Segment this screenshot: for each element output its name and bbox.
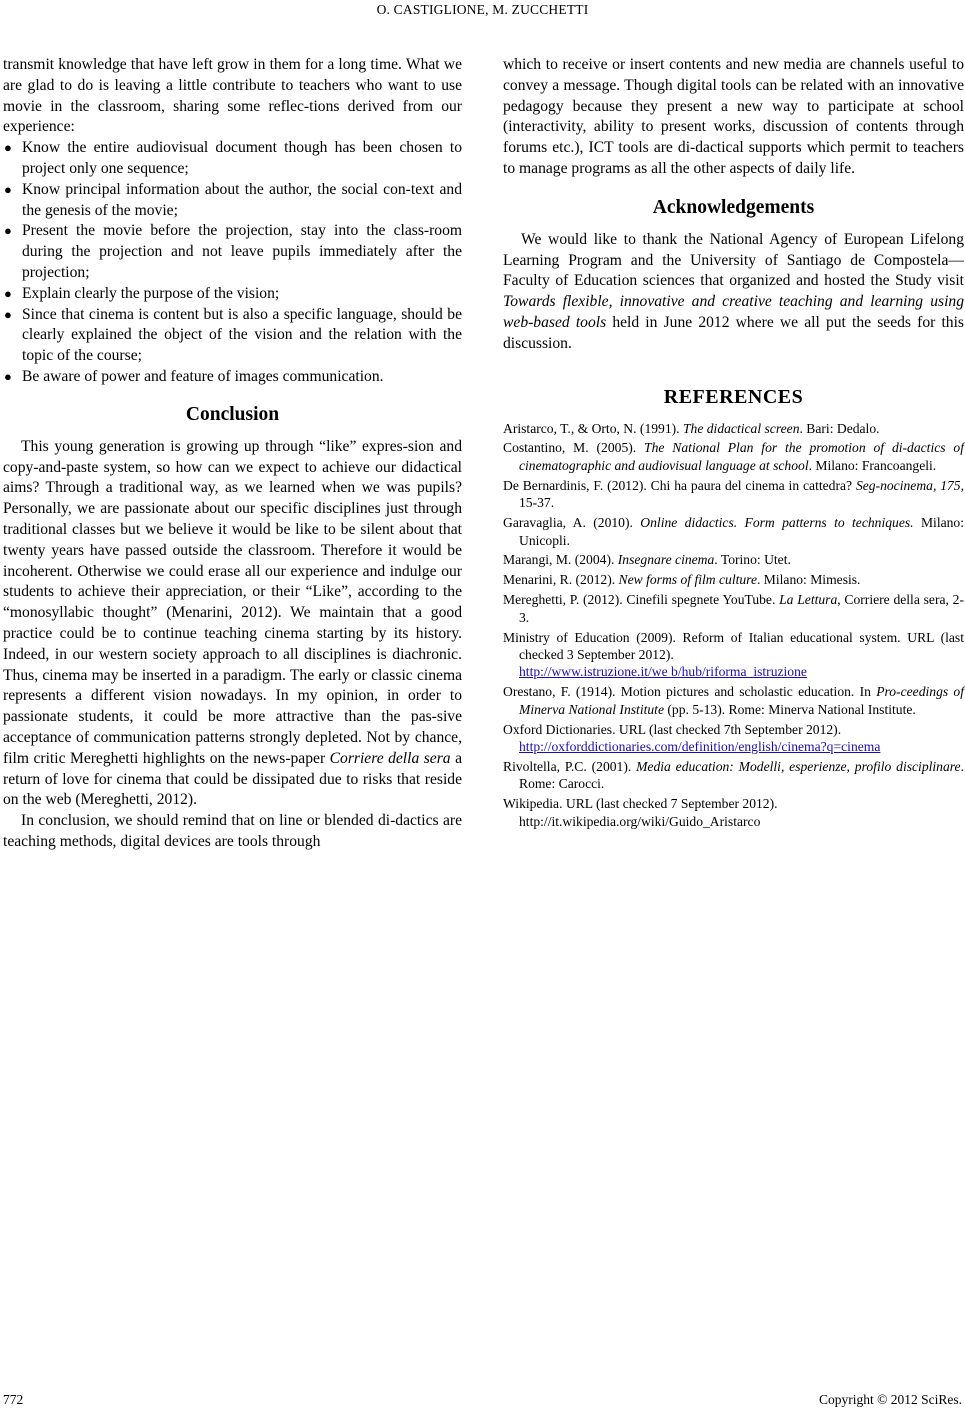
list-item: ● Know principal information about the author, the social con-text and the genesis of the movie; bbox=[4, 180, 462, 219]
left-column bbox=[3, 55, 462, 853]
running-head: O. CASTIGLIONE, M. ZUCCHETTI bbox=[376, 2, 589, 17]
reference-item: De Bernardinis, F. (2012). Chi ha paura del cinema in cattedra? Seg-nocinema, 175, 15-37. bbox=[503, 477, 965, 511]
list-item: ● Present the movie before the projection, stay into the class-room during the projection and not leave pupils immediately after the projection; bbox=[4, 222, 462, 281]
reference-item: Marangi, M. (2004). Insegnare cinema. Torino: Utet. bbox=[503, 552, 791, 568]
reference-item: Rivoltella, P.C. (2001). Media education: Modelli, esperienze, profilo disciplinare. Rome: Carocci. bbox=[503, 758, 965, 792]
bullet-icon: ● bbox=[4, 140, 12, 156]
reference-item: Oxford Dictionaries. URL (last checked 7th September 2012). http://oxforddictionaries.com/definition/english/cinema?q=cinema bbox=[503, 721, 881, 754]
conclusion-paragraph-1: This young generation is growing up through “like” expres-sion and copy-and-paste system, so how can we expect to achieve our didactical aims? Through a traditional way, as we learned when we was pupils? Personally, we are passionate about our specific disciplines just through traditional classes but we believe it would be like to be silent about that twenty years have passed outside the classroom. Therefore it would be incoherent. Otherwise we could erase all our experience and indulge our students to achieve their appreciation, or their “Like”, according to the “monosyllabic thought” (Menarini, 2012). We maintain that a good practice could be to continue teaching cinema starting by its history. Indeed, in our western society approach to all disciplines is diachronic. Thus, cinema may be inserted in a paradigm. The early or classic cinema represents a different vision nowadays. In my opinion, in order to passionate students, it could be more attractive than the pas-sive acceptance of communication patterns strongly depleted. Not by chance, film critic Mereghetti highlights on the news-paper Corriere della sera a return of love for cinema that could be dissipated due to risks that reside on the web (Mereghetti, 2012). bbox=[3, 437, 462, 809]
copyright-notice: Copyright © 2012 SciRes. bbox=[818, 1392, 962, 1407]
list-item: ● Be aware of power and feature of images communication. bbox=[3, 367, 462, 388]
reference-link[interactable]: http://oxforddictionaries.com/definition/english/cinema?q=cinema bbox=[519, 738, 881, 754]
reference-item: Ministry of Education (2009). Reform of Italian educational system. URL (last checked 3 September 2012). http://www.istruzione.it/we b/hub/riforma_istruzione bbox=[503, 629, 964, 680]
list-item: ● Explain clearly the purpose of the vision; bbox=[3, 284, 462, 305]
list-item: ● Know the entire audiovisual document though has been chosen to project only one sequence; bbox=[4, 139, 462, 177]
acknowledgements-heading: Acknowledgements bbox=[652, 196, 815, 218]
reference-item: Garavaglia, A. (2010). Online didactics. Form patterns to techniques. Milano: Unicopli. bbox=[503, 515, 965, 548]
recommendation-list bbox=[3, 138, 462, 388]
bullet-icon: ● bbox=[4, 285, 12, 301]
reference-url: http://it.wikipedia.org/wiki/Guido_Aristarco bbox=[519, 813, 761, 829]
continued-paragraph: which to receive or insert contents and new media are channels useful to convey a message. Though digital tools can be related with an innovative pedagogy because they present a new way to participate at school (interactivity, ability to present works, discussion of contents through forums etc.), ICT tools are di-dactical supports which permit to teachers to manage programs as all the other aspects of daily life. bbox=[503, 56, 964, 177]
bullet-icon: ● bbox=[4, 368, 12, 384]
reference-item: Mereghetti, P. (2012). Cinefili spegnete YouTube. La Lettura, Corriere della sera, 2-3. bbox=[503, 592, 964, 625]
bullet-icon: ● bbox=[4, 223, 12, 239]
reference-link[interactable]: http://www.istruzione.it/we b/hub/riforma_istruzione bbox=[519, 664, 807, 680]
conclusion-heading: Conclusion bbox=[185, 403, 280, 425]
list-item: ● Since that cinema is content but is also a specific language, should be clearly explained the object of the vision and the relation with the topic of the course; bbox=[4, 305, 462, 365]
reference-item: Orestano, F. (1914). Motion pictures and scholastic education. In Pro-ceedings of Minerva National Institute (pp. 5-13). Rome: Minerva National Institute. bbox=[503, 684, 964, 717]
bullet-icon: ● bbox=[4, 181, 12, 197]
conclusion-paragraph-2: In conclusion, we should remind that on line or blended di-dactics are teaching methods, digital devices are tools through bbox=[3, 812, 462, 850]
reference-item: Costantino, M. (2005). The National Plan for the promotion of di-dactics of cinematographic and audiovisual language at school. Milano: Francoangeli. bbox=[503, 440, 964, 473]
page-number: 772 bbox=[3, 1392, 24, 1407]
reference-item: Wikipedia. URL (last checked 7 September 2012). http://it.wikipedia.org/wiki/Guido_Aristarco bbox=[503, 796, 778, 829]
bullet-icon: ● bbox=[4, 306, 12, 322]
references-heading: REFERENCES bbox=[663, 385, 804, 408]
reference-item: Aristarco, T., & Orto, N. (1991). The didactical screen. Bari: Dedalo. bbox=[503, 420, 880, 436]
right-column bbox=[503, 55, 964, 833]
acknowledgements-paragraph: We would like to thank the National Agency of European Lifelong Learning Program and the University of Santiago de Compostela—Faculty of Education sciences that organized and hosted the Study visit Towards flexible, innovative and creative teaching and learning using web-based tools held in June 2012 where we all put the seeds for this discussion. bbox=[503, 230, 965, 352]
reference-list bbox=[503, 420, 964, 830]
intro-paragraph: transmit knowledge that have left grow in them for a long time. What we are glad to do is leaving a little contribute to teachers who want to use movie in the classroom, sharing some reflec-tions derived from our experience: bbox=[3, 56, 462, 136]
reference-item: Menarini, R. (2012). New forms of film culture. Milano: Mimesis. bbox=[503, 572, 861, 588]
